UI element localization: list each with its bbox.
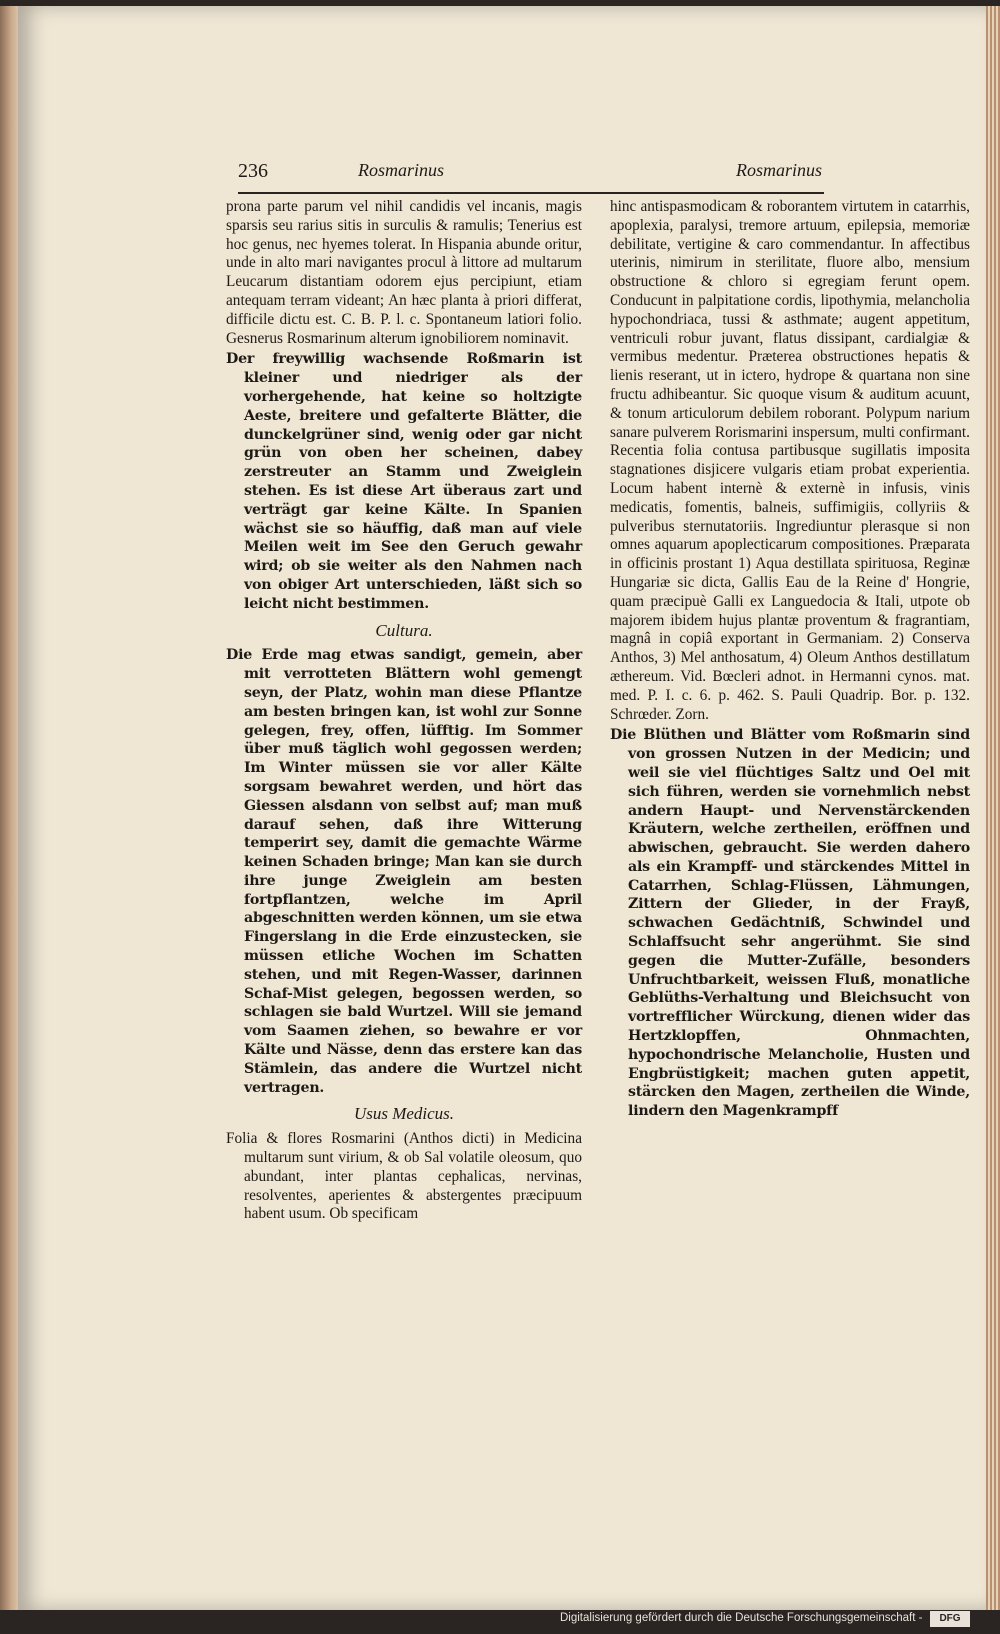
german-description-paragraph: Der freywillig wachsende Roßmarin ist kleiner und niedriger als der vorhergehende, hat keine so holtzigte Aeste, breitere und gefalterte Blätter, die dunckelgrüner sind, wenig oder gar nicht grün von oben her scheinen, dabey zerstreuter an Stamm und Zweiglein stehen. Es ist diese Art überaus zart und verträgt gar keine Kälte. In Spanien wächst sie so häuffig, daß man auf viele Meilen weit im See den Geruch gewahr wird; ob sie weiter als den Nahmen nach von obiger Art unterschieden, läßt sich so leicht nicht bestimmen. (226, 351, 582, 612)
page-header (238, 156, 822, 192)
german-cultura-paragraph: Die Erde mag etwas sandigt, gemein, aber mit verrotteten Blättern wohl gemengt seyn, der Platz, wohin man diese Pflantze am besten bringen kan, ist wohl zur Sonne gelegen, frey, offen, lüfftig. Im Sommer über muß täglich wohl gegossen werden; Im Winter müssen sie vor aller Kälte sorgsam bewahret werden, und hört das Giessen alsdann von selbst auf; man muß darauf sehen, daß ihre Witterung temperirt sey, damit die gemachte Wärme keinen Schaden bringe; Man kan sie durch ihre junge Zweiglein am besten fortpflantzen, welche im April abgeschnitten werden können, um sie etwa Fingerslang in die Erde einzustecken, sie müssen etliche Wochen im Schatten stehen, und mit Regen-Wasser, darinnen Schaf-Mist gelegen, begossen werden, so schlagen sie bald Wurtzel. Will sie jemand vom Saamen ziehen, so bewahre er vor Kälte und Nässe, denn das erstere kan das Stämlein, das andere die Wurtzel nicht vertragen. (226, 647, 582, 1096)
header-rule (238, 192, 824, 194)
german-usus-paragraph: Die Blüthen und Blätter vom Roßmarin sind von grossen Nutzen in der Medicin; und weil sie viel flüchtiges Saltz und Oel mit sich führen, werden sie vornehmlich nebst andern Haupt- und Nervenstärckenden Kräutern, welche zertheilen, eröffnen und abwischen, gebraucht. Sie werden dahero als ein Krampff- und stärckendes Mittel in Catarrhen, Schlag-Flüssen, Lähmungen, Zittern der Glieder, in der Frayß, schwachen Gedächtniß, Schwindel und Schlaffsucht sehr angerühmt. Sie sind gegen die Mutter-Zufälle, besonders Unfruchtbarkeit, weissen Fluß, monatliche Geblüths-Verhaltung und Bleichsucht von vortrefflicher Würckung, dienen wider das Hertzklopffen, Ohnmachten, hypochondrische Melancholie, Husten und Engbrüstigkeit; machen guten appetit, stärcken den Magen, zertheilen die Winde, lindern den Magenkrampff (610, 727, 970, 1120)
latin-intro-paragraph: prona parte parum vel nihil candidis vel incanis, magis sparsis seu rarius sitis in surculis & ramulis; Tenerius est hoc genus, nec hyemes tolerat. In Hispania abunde oritur, unde in alto mari navigantes procul à littore ad multarum Leucarum distantiam odorem ejus percipiunt, etiam antequam terram videant; An hæc planta à priori differat, difficile dictu est. C. B. P. l. c. Spontaneum latiori folio. Gesnerus Rosmarinum alterum ignobiliorem nominavit. (226, 198, 582, 347)
book-spine (0, 6, 18, 1610)
page-edges (986, 6, 1000, 1610)
section-heading-usus-medicus: Usus Medicus. (353, 1104, 455, 1124)
running-title-left: Rosmarinus (358, 160, 445, 180)
running-title-right: Rosmarinus (735, 160, 822, 180)
page-number: 236 (238, 160, 268, 182)
digitization-credit: Digitalisierung gefördert durch die Deutsche Forschungsgemeinschaft - (560, 1612, 923, 1624)
latin-continued-paragraph: hinc antispasmodicam & roborantem virtutem in catarrhis, apoplexia, paralysi, tremore artuum, epilepsia, memoriæ debilitate, vertigine & caro commendantur. In affectibus uterinis, nimirum in sterilitate, fluore albo, mensium obstructione & chloro si egregiam ferunt opem. Conducunt in palpitatione cordis, lipothymia, melancholia hypochondriaca, tussi & asthmate; augent appetitum, ventriculi robur juvant, flatus dissipant, cardialgiæ & vermibus medentur. Præterea obstructiones hepatis & lienis reserant, ut in ictero, hydrope & quartana non sine fructu adhibeantur. Sic quoque visum & auditum acuunt, & tonum articulorum debilem roborant. Polypum narium sanare pulverem Rorismarini inspersum, multi confirmant. Recentia folia contusa partibusque sugillatis imposita stagnationes disjicere vulgaris etiam probat experientia. Locum habent internè & externè in infusis, vinis medicatis, fomentis, balneis, suffimigiis, collyriis & pulveribus sternutatoriis. Ingrediuntur plerasque si non omnes aquarum apoplecticarum compositiones. Præparata in officinis prostant 1) Aqua destillata spirituosa, Reginæ Hungariæ sic dicta, Gallis Eau de la Reine d' Hongrie, quam præcipuè Galli ex Languedocia & Itali, utpote ob majorem ibidem hujus plantæ proventum & fragrantiam, magnâ in copiâ exportant in Germaniam. 2) Conserva Anthos, 3) Mel anthosatum, 4) Oleum Anthos destillatum æthereum. Vid. Bœcleri adnot. in Hermanni cynos. mat. med. P. I. c. 6. p. 462. S. Pauli Quadrip. Bor. p. 132. Schrœder. Zorn. (610, 198, 970, 723)
right-column (610, 198, 970, 1123)
section-heading-cultura: Cultura. (375, 620, 433, 640)
latin-usus-paragraph: Folia & flores Rosmarini (Anthos dicti) in Medicina multarum sunt virium, & ob Sal volatile oleosum, quo abundant, inter plantas cephalicas, nervinas, resolventes, aperientes & abstergentes præcipuum habent usum. Ob specificam (226, 1130, 582, 1223)
dfg-logo: DFG (930, 1611, 970, 1627)
left-column (226, 198, 582, 1226)
